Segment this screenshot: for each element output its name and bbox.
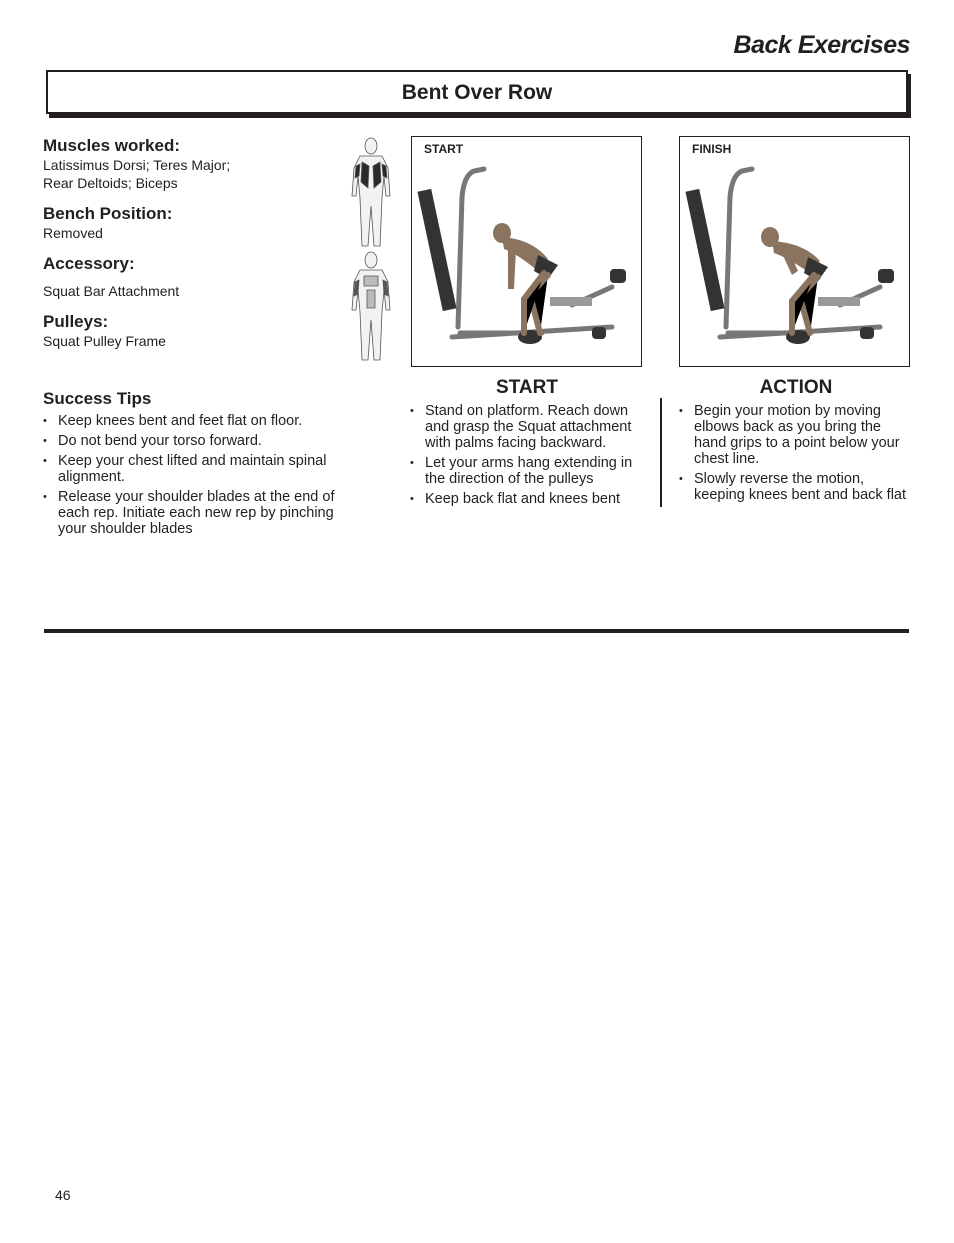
pulleys-heading: Pulleys:: [43, 312, 109, 331]
exercise-title-box: [46, 70, 908, 114]
start-photo-label: START: [424, 142, 464, 156]
page-number: 46: [55, 1187, 71, 1203]
pulleys-value: Squat Pulley Frame: [43, 333, 166, 349]
start-instructions: [410, 377, 644, 511]
tips-heading: Success Tips: [43, 389, 152, 408]
anatomy-back-figure: [352, 138, 390, 246]
success-tips: [43, 389, 335, 541]
action-list: [679, 403, 913, 503]
start-step: • Let your arms hang extending in the direction of the pulleys: [410, 455, 644, 487]
accessory-value: Squat Bar Attachment: [43, 283, 180, 299]
start-position-photo: [411, 136, 642, 367]
bench-value: Removed: [43, 225, 103, 241]
section-title: Back Exercises: [733, 31, 910, 59]
action-heading: ACTION: [759, 377, 833, 398]
finish-position-photo: [679, 136, 910, 367]
exercise-info: [43, 136, 333, 350]
accessory-heading: Accessory:: [43, 254, 135, 273]
section-divider: [44, 629, 909, 633]
bench-heading: Bench Position:: [43, 204, 173, 223]
tip-item: • Release your shoulder blades at the end of each rep. Initiate each new rep by pinching your shoulder blades: [43, 489, 335, 537]
action-instructions: [679, 377, 913, 507]
tip-item: • Keep knees bent and feet flat on floor.: [43, 413, 335, 429]
tips-list: [43, 413, 335, 537]
action-step: • Begin your motion by moving elbows back as you bring the hand grips to a point below your chest line.: [679, 403, 913, 467]
start-heading: START: [496, 377, 558, 398]
tip-item: • Keep your chest lifted and maintain spinal alignment.: [43, 453, 335, 485]
anatomy-front-figure: [352, 252, 390, 360]
muscles-line-1: Latissimus Dorsi; Teres Major;: [43, 157, 231, 173]
muscles-heading: Muscles worked:: [43, 136, 180, 155]
column-divider: [660, 398, 662, 507]
finish-photo-label: FINISH: [692, 142, 732, 156]
machine-illustration: [680, 137, 908, 365]
start-list: [410, 403, 644, 507]
muscle-diagram: [340, 136, 402, 364]
start-step: • Keep back flat and knees bent: [410, 491, 644, 507]
action-step: • Slowly reverse the motion, keeping knees bent and back flat: [679, 471, 913, 503]
exercise-title: Bent Over Row: [401, 81, 553, 104]
tip-item: • Do not bend your torso forward.: [43, 433, 335, 449]
machine-illustration: [412, 137, 640, 365]
muscles-line-2: Rear Deltoids; Biceps: [43, 175, 178, 191]
start-step: • Stand on platform. Reach down and grasp the Squat attachment with palms facing backward.: [410, 403, 644, 451]
